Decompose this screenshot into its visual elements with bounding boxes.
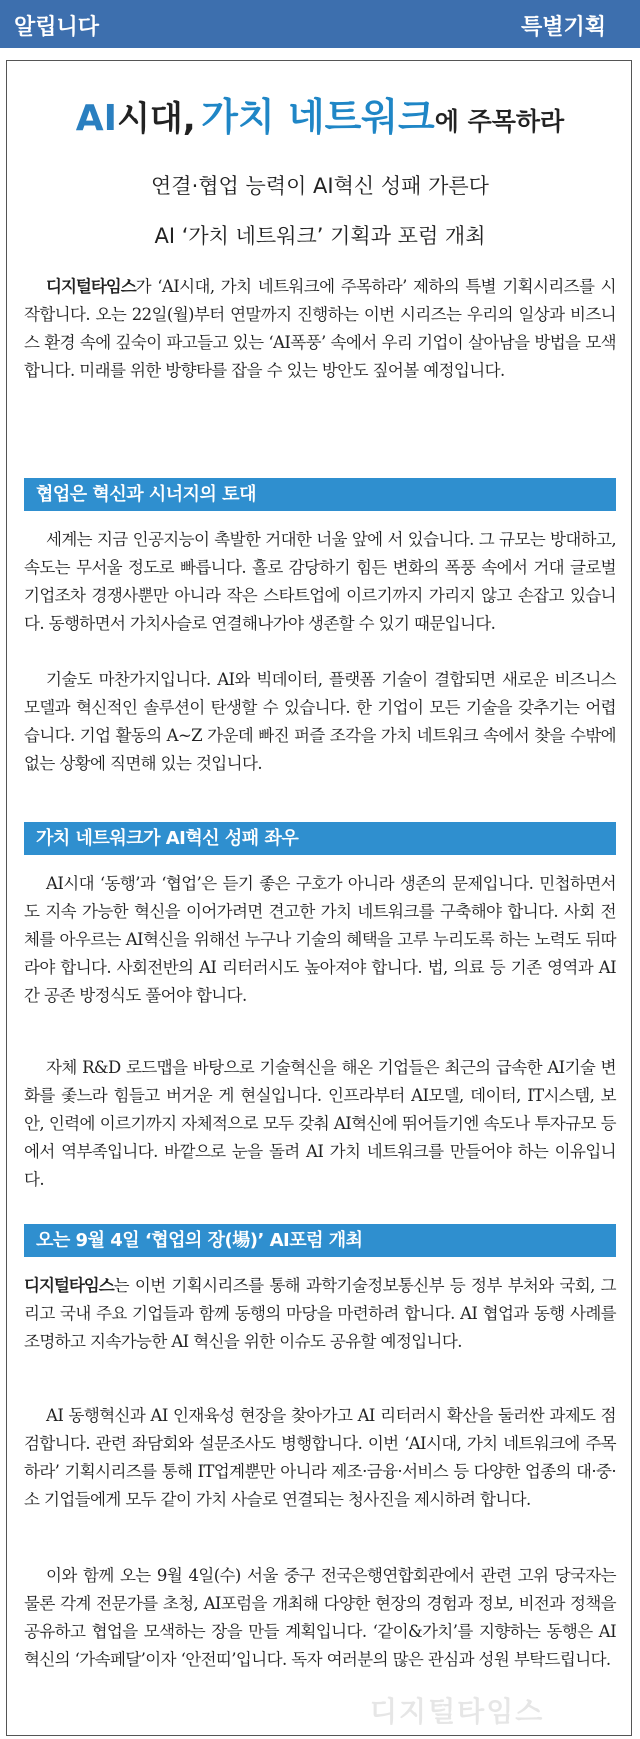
brand-name: 디지털타임스: [24, 1276, 114, 1295]
header-bar: [0, 0, 640, 48]
section-2-paragraph-1: AI시대 ‘동행’과 ‘협업’은 듣기 좋은 구호가 아니라 생존의 문제입니다. 민첩하면서도 지속 가능한 혁신을 이어가려면 견고한 가치 네트워크를 구축해야 합니다. 사회 전체를 아우르는 AI혁신을 위해선 누구나 기술의 혜택을 고루 누리도록 하는 노력도 뒤따라야 합니다. 사회전반의 AI 리터러시도 높아져야 합니다. 법, 의료 등 기존 영역과 AI간 공존 방정식도 풀어야 합니다.: [24, 874, 616, 1005]
special-feature-label: 특별기획: [520, 15, 606, 40]
section-3-paragraph-3: 이와 함께 오는 9월 4일(수) 서울 중구 전국은행연합회관에서 관련 고위 당국자는 물론 각계 전문가를 초청, AI포럼을 개최해 다양한 현장의 경험과 정보, 비전과 정책을 공유하고 협업을 모색하는 장을 만들 계획입니다. ‘같이&가치’를 지향하는 동행은 AI혁신의 ‘가속페달’이자 ‘안전띠’입니다. 독자 여러분의 많은 관심과 성원 부탁드립니다.: [24, 1566, 616, 1669]
subtitle-2: AI ‘가치 네트워크’ 기획과 포럼 개최: [154, 224, 486, 248]
section-heading-3: 오는 9월 4일 ‘협업의 장(場)’ AI포럼 개최: [24, 1224, 616, 1257]
section-1-paragraph-1: 세계는 지금 인공지능이 촉발한 거대한 너울 앞에 서 있습니다. 그 규모는 방대하고, 속도는 무서울 정도로 빠릅니다. 홀로 감당하기 힘든 변화의 폭풍 속에서 거대 글로벌 기업조차 경쟁사뿐만 아니라 작은 스타트업에 이르기까지 가리지 않고 손잡고 있습니다. 동행하면서 가치사슬로 연결해나가야 생존할 수 있기 때문입니다.: [24, 530, 616, 633]
title-ai: AI: [75, 98, 118, 139]
intro-text: 가 ‘AI시대, 가치 네트워크에 주목하라’ 제하의 특별 기획시리즈를 시작합니다. 오는 22일(월)부터 연말까지 진행하는 이번 시리즈는 우리의 일상과 비즈니스 환경 속에 깊숙이 파고들고 있는 ‘AI폭풍’ 속에서 우리 기업이 살아남을 방법을 모색합니다. 미래를 위한 방향타를 잡을 수 있는 방안도 짚어볼 예정입니다.: [24, 277, 616, 380]
section-heading-1: 협업은 혁신과 시너지의 토대: [24, 478, 616, 511]
title-accent: 가치 네트워크: [201, 95, 435, 139]
intro-paragraph: [24, 273, 616, 385]
brand-name: 디지털타임스: [46, 277, 136, 296]
article-title: [0, 86, 640, 141]
section-3-paragraph-2: AI 동행혁신과 AI 인재육성 현장을 찾아가고 AI 리터러시 확산을 둘러싼 과제도 점검합니다. 관련 좌담회와 설문조사도 병행합니다. 이번 ‘AI시대, 가치 네트워크에 주목하라’ 기획시리즈를 통해 IT업계뿐만 아니라 제조·금융·서비스 등 다양한 업종의 대·중·소 기업들에게 모두 같이 가치 사슬로 연결되는 청사진을 제시하려 합니다.: [24, 1406, 616, 1509]
section-3-paragraph-1-text: 는 이번 기획시리즈를 통해 과학기술정보통신부 등 정부 부처와 국회, 그리고 국내 주요 기업들과 함께 동행의 마당을 마련하려 합니다. AI 협업과 동행 사례를 조명하고 지속가능한 AI 혁신을 위한 이슈도 공유할 예정입니다.: [24, 1276, 616, 1351]
section-3-paragraph-1: [24, 1272, 616, 1356]
section-1-paragraph-2: 기술도 마찬가지입니다. AI와 빅데이터, 플랫폼 기술이 결합되면 새로운 비즈니스 모델과 혁신적인 솔루션이 탄생할 수 있습니다. 한 기업이 모든 기술을 갖추기는 어렵습니다. 기업 활동의 A~Z 가운데 빠진 퍼즐 조각을 가치 네트워크 속에서 찾을 수밖에 없는 상황에 직면해 있는 것입니다.: [24, 670, 616, 773]
section-heading-2: 가치 네트워크가 AI혁신 성패 좌우: [24, 822, 616, 855]
subtitle-1: 연결·협업 능력이 AI혁신 성패 가른다: [151, 174, 489, 198]
notice-label: 알립니다: [14, 15, 100, 40]
title-end: 에 주목하라: [434, 107, 565, 136]
section-2-paragraph-2: 자체 R&D 로드맵을 바탕으로 기술혁신을 해온 기업들은 최근의 급속한 AI기술 변화를 좇느라 힘들고 버거운 게 현실입니다. 인프라부터 AI모델, 데이터, IT시스템, 보안, 인력에 이르기까지 자체적으로 모두 갖춰 AI혁신에 뛰어들기엔 속도나 투자규모 등에서 역부족입니다. 바깥으로 눈을 돌려 AI 가치 네트워크를 만들어야 하는 이유입니다.: [24, 1058, 616, 1189]
watermark-logo: 디지털타임스: [370, 1695, 545, 1728]
title-sidae: 시대,: [117, 99, 196, 139]
